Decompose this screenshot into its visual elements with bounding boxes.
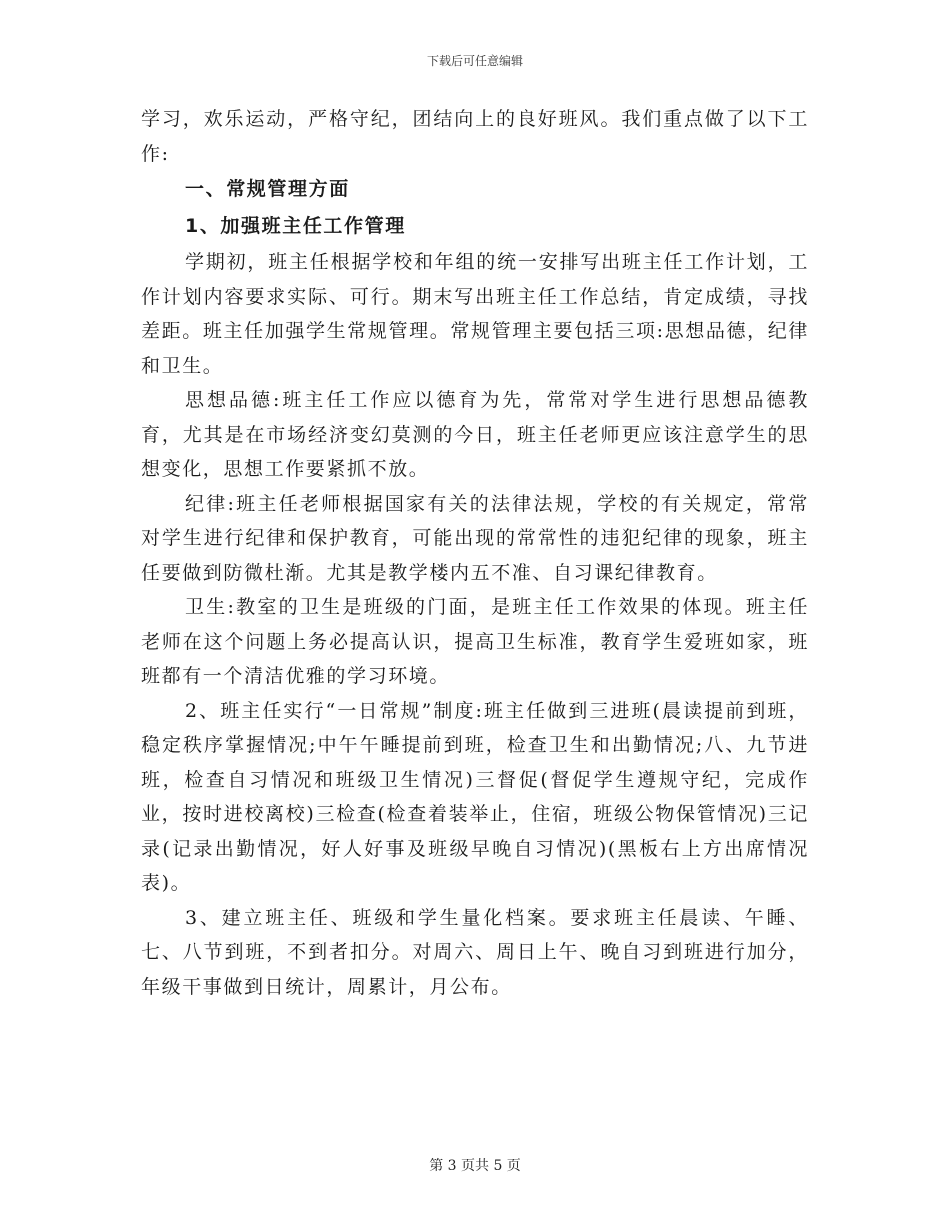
document-body (141, 102, 809, 1004)
subsection-heading: 1、加强班主任工作管理 (185, 215, 406, 237)
page-header: 下载后可任意编辑 (426, 54, 523, 68)
paragraph-discipline: 纪律:班主任老师根据国家有关的法律法规，学校的有关规定，常常对学生进行纪律和保护教育，可能出现的常常性的违犯纪律的现象，班主任要做到防微杜渐。尤其是教学楼内五不准、自习课纪律教育。 (141, 492, 809, 584)
paragraph-hygiene: 卫生:教室的卫生是班级的门面，是班主任工作效果的体现。班主任老师在这个问题上务必提高认识，提高卫生标准，教育学生爱班如家，班班都有一个清洁优雅的学习环境。 (141, 596, 809, 687)
page-footer: 第 3 页共 5 页 (429, 1158, 521, 1174)
section-heading: 一、常规管理方面 (185, 178, 350, 200)
paragraph-archives: 3、建立班主任、班级和学生量化档案。要求班主任晨读、午睡、七、八节到班，不到者扣分。对周六、周日上午、晚自习到班进行加分，年级干事做到日统计，周累计，月公布。 (141, 906, 809, 998)
paragraph-moral: 思想品德:班主任工作应以德育为先，常常对学生进行思想品德教育，尤其是在市场经济变幻莫测的今日，班主任老师更应该注意学生的思想变化，思想工作要紧抓不放。 (141, 389, 809, 480)
paragraph-continuation: 学习，欢乐运动，严格守纪，团结向上的良好班风。我们重点做了以下工作: (141, 108, 809, 165)
paragraph-plan: 学期初，班主任根据学校和年组的统一安排写出班主任工作计划，工作计划内容要求实际、可行。期末写出班主任工作总结，肯定成绩，寻找差距。班主任加强学生常规管理。常规管理主要包括三项:思想品德，纪律和卫生。 (141, 251, 809, 377)
paragraph-daily-routine: 2、班主任实行“一日常规”制度:班主任做到三进班(晨读提前到班，稳定秩序掌握情况;中午午睡提前到班，检查卫生和出勤情况;八、九节进班，检查自习情况和班级卫生情况)三督促(督促学生遵规守纪，完成作业，按时进校离校)三检查(检查着装举止，住宿，班级公物保管情况)三记录(记录出勤情况，好人好事及班级早晚自习情况)(黑板右上方出席情况表)。 (141, 699, 809, 894)
